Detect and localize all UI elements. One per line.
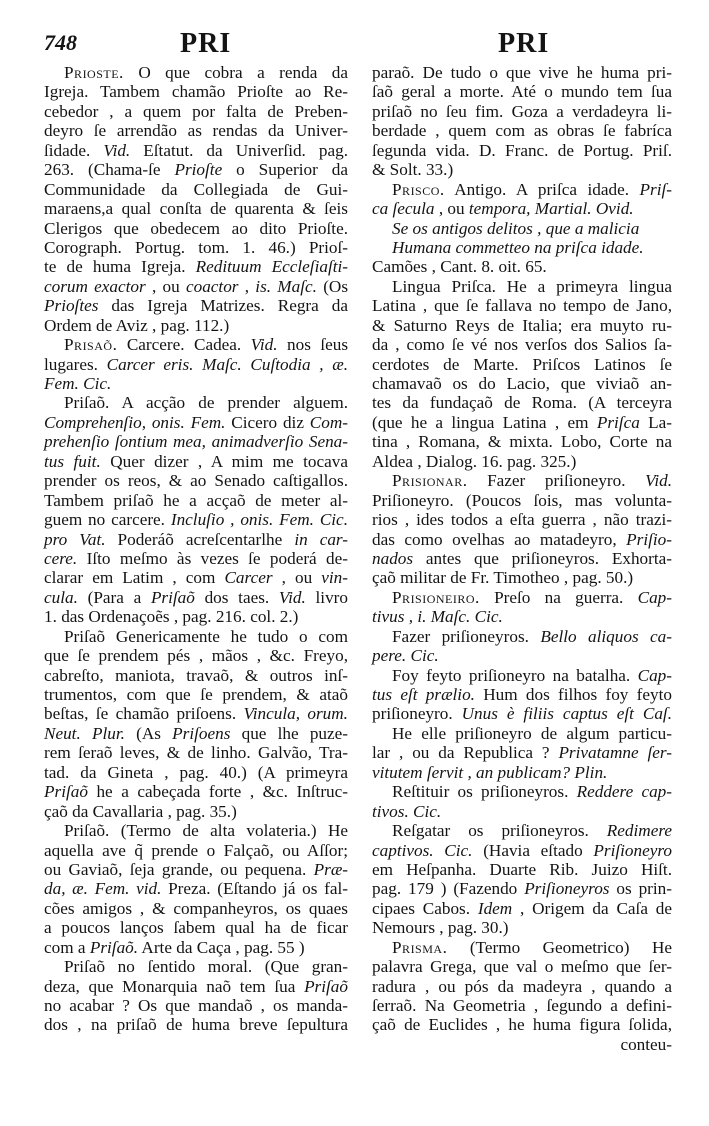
italic-text: Priſ- — [639, 179, 672, 199]
text-run: (As — [124, 723, 173, 743]
text-line — [372, 355, 672, 374]
text-run: Nemours , pag. 30.) — [372, 918, 509, 938]
entry-headword: Prisaõ. — [64, 335, 118, 355]
text-line — [372, 549, 672, 568]
italic-text: nados — [372, 548, 414, 568]
text-run: Priſaõ. A acção de prender alguem. — [64, 393, 348, 413]
text-line — [44, 510, 348, 529]
text-run: Preſo na guerra. — [479, 587, 638, 607]
text-line — [372, 141, 672, 160]
text-run: Priſioneyro. (Poucos ſois, mas volunta- — [372, 490, 672, 510]
italic-text: Unus è filiis captus eſt Caſ. — [461, 704, 673, 724]
text-run: 263. (Chama-ſe — [44, 160, 175, 180]
text-line — [44, 335, 348, 354]
page-number: 748 — [44, 30, 77, 55]
text-run: a poucos lanços ſabem qual ha de ficar — [44, 918, 348, 938]
text-line — [372, 393, 672, 412]
text-line — [44, 238, 348, 257]
italic-text: Priſioneyros — [524, 879, 610, 899]
text-run: tad. da Gineta , pag. 40.) (A primeyra — [44, 762, 348, 782]
text-line — [372, 413, 672, 432]
italic-text: ca ſecula — [372, 199, 435, 219]
italic-text: Neut. Plur. — [44, 723, 125, 743]
text-line — [44, 355, 348, 374]
text-line — [372, 938, 672, 957]
italic-text: Carcer — [224, 568, 273, 588]
text-run: que lhe puze- — [230, 723, 348, 743]
italic-text: Se os antigos delitos , que a malicia — [392, 218, 640, 238]
text-run: Corograph. Portug. tom. 1. 46.) Prioſ- — [44, 237, 348, 257]
text-line — [44, 704, 348, 723]
italic-text: tivos. Cic. — [372, 801, 442, 821]
italic-text: Vid. — [278, 587, 306, 607]
text-run: chamavaõ os do Lacio, que viviaõ an- — [372, 374, 672, 393]
text-run: Priſaõ no ſentido moral. (Que gran- — [64, 957, 348, 977]
text-run: ſerraõ. Na Geometria , ſegundo a defini- — [372, 996, 672, 1015]
text-line — [372, 782, 672, 801]
text-run: tina , Romana, & mixta. Lobo, Corte na — [372, 432, 672, 452]
text-line — [372, 918, 672, 937]
text-run: dos taes. — [194, 587, 279, 607]
running-head-left: PRI — [180, 28, 232, 59]
text-run: maraens,a qual conſta de quarenta & ſeis — [44, 199, 348, 219]
text-run: conteu- — [620, 1034, 672, 1054]
text-run: cebedor , a quem por falta de Preben- — [44, 101, 348, 121]
text-run: Lingua Priſca. He a primeyra lingua — [392, 276, 672, 296]
text-run: livro — [305, 587, 348, 607]
text-line — [372, 646, 672, 665]
text-run: Ordem de Aviz , pag. 112.) — [44, 315, 230, 335]
text-line — [372, 860, 672, 879]
text-run: tes da fundaçaõ de Roma. (A terceyra — [372, 393, 672, 413]
entry-headword: Prisionar. — [392, 471, 468, 491]
text-run: Fazer priſioneyros. — [392, 626, 541, 646]
text-run: da , como ſe vé nos verſos dos Salios ſa- — [372, 335, 672, 355]
text-run: Igreja. Tambem chamão Prioſte ao Re- — [44, 82, 348, 102]
text-run: 1. das Ordenaçoẽs , pag. 216. col. 2.) — [44, 607, 299, 627]
text-run: prender os reos, & ao Senado caſtigallos. — [44, 471, 348, 491]
text-run: Preza. (Eſtando já os fal- — [161, 879, 348, 899]
text-line — [372, 530, 672, 549]
italic-text: Vid. — [645, 471, 672, 491]
text-run: berdade , quem com as obras ſe fabríca — [372, 121, 672, 141]
text-run: Eſtatut. da Univerſid. pag. — [130, 140, 349, 160]
text-run: La- — [639, 412, 672, 432]
text-line — [372, 666, 672, 685]
text-run: çaõ de Euclides , he huma figura ſolida, — [372, 1015, 672, 1035]
text-run: trumentos, com que ſe prendem, & ataõ — [44, 685, 348, 704]
text-line — [44, 860, 348, 879]
italic-text: Redituum Eccleſiaſti- — [195, 257, 348, 277]
text-run: he a cabeçada forte , &c. Inſtruc- — [87, 782, 348, 802]
italic-text: Priſioneyro — [593, 840, 672, 860]
text-run: lar , ou da Republica ? — [372, 743, 559, 763]
text-line — [44, 393, 348, 412]
italic-text: Fem. Cic. — [44, 374, 112, 393]
text-run: çaõ militar de Fr. Timotheo , pag. 50.) — [372, 568, 634, 588]
text-line — [44, 685, 348, 704]
italic-text: vin- — [321, 568, 349, 588]
text-run: & Saturno Reys de Italia; era muyto ru- — [372, 315, 672, 335]
text-line — [44, 724, 348, 743]
text-line — [44, 82, 348, 101]
text-line — [372, 821, 672, 840]
text-line — [372, 180, 672, 199]
text-run: que ſe prendem pés , mãos , &c. Freyo, — [44, 646, 348, 666]
text-line — [44, 821, 348, 840]
italic-text: Priſaõ — [44, 782, 88, 802]
text-run: rios , ides todos a eſta guerra , não trazi- — [372, 510, 672, 530]
text-line — [372, 743, 672, 762]
text-line — [44, 180, 348, 199]
text-run: Priſaõ Genericamente he tudo o com — [64, 626, 348, 646]
text-run: Camões , Cant. 8. oit. 65. — [372, 257, 547, 277]
text-run: Foy feyto priſioneyro na batalha. — [392, 665, 638, 685]
text-line — [372, 277, 672, 296]
italic-text: Priſaõ — [304, 976, 348, 996]
text-run: Cicero diz — [225, 412, 310, 432]
text-run: radura , ou pós da madeyra , quando a — [372, 976, 672, 996]
italic-text: Idem — [477, 898, 513, 918]
italic-text: in car- — [294, 529, 348, 549]
text-line — [44, 802, 348, 821]
text-line — [44, 63, 348, 82]
text-run: çaõ da Cavallaria , pag. 35.) — [44, 801, 237, 821]
italic-text: Vid. — [103, 140, 131, 160]
italic-text: Vincula, orum. — [243, 704, 348, 724]
text-line — [372, 238, 672, 257]
text-run: (Termo Geometrico) He — [447, 937, 672, 957]
italic-text: Cap- — [637, 587, 672, 607]
italic-text: pere. Cic. — [372, 646, 439, 666]
text-run: Latina , que ſe fallava no tempo de Jano, — [372, 296, 672, 316]
text-run: no acabar ? Os que mandaõ , os manda- — [44, 996, 348, 1015]
text-run: priſaõ no ſeu fim. Goza a verdadeyra li- — [372, 101, 672, 121]
text-line — [372, 452, 672, 471]
text-line — [44, 977, 348, 996]
italic-text: Redimere — [606, 821, 672, 841]
text-run: das Igreja Matrizes. Regra da — [98, 296, 348, 316]
text-run: , Origem da Caſa de — [512, 898, 672, 918]
text-run: cões amigos , & companheyros, os quaes — [44, 898, 348, 918]
text-line — [372, 1015, 672, 1034]
text-line — [372, 1035, 672, 1054]
italic-text: Prioſtes — [44, 296, 99, 316]
italic-text: Incluſio , onis. Fem. Cic. — [170, 510, 348, 530]
text-line — [44, 432, 348, 451]
text-line — [372, 588, 672, 607]
text-run: Clerigos que obedecem ao dito Prioſte. — [44, 218, 348, 238]
text-run: He elle priſioneyro de algum particu- — [392, 723, 672, 743]
text-run: (Havia eſtado — [472, 840, 594, 860]
text-line — [44, 646, 348, 665]
text-run: Poderáõ acreſcentarlhe — [105, 529, 295, 549]
text-line — [372, 491, 672, 510]
italic-text: pro Vat. — [44, 529, 106, 549]
italic-text: Priſio- — [626, 529, 672, 549]
text-line — [372, 121, 672, 140]
text-line — [372, 432, 672, 451]
text-run: ou Gaviaõ, ſeja grande, ou pequena. — [44, 859, 314, 879]
text-run: em Heſpanha. Duarte Rib. Juizo Hiſt. — [372, 859, 672, 879]
text-run: Arte da Caça , pag. 55 ) — [138, 937, 305, 957]
italic-text: Vid. — [250, 335, 278, 355]
text-run: Hum dos filhos foy feyto — [474, 685, 672, 704]
text-line — [44, 141, 348, 160]
text-line — [44, 666, 348, 685]
text-line — [44, 763, 348, 782]
text-run: ſegunda vida. D. Franc. de Portug. Priſ. — [372, 140, 672, 160]
text-run: (Os — [316, 276, 349, 296]
italic-text: da, æ. Fem. vid. — [44, 879, 162, 899]
text-run: Iſto meſmo às vezes ſe poderá de- — [77, 548, 348, 568]
text-line — [372, 704, 672, 723]
running-head-right: PRI — [498, 28, 550, 59]
text-run: rem ſeraõ leves, & de linho. Galvão, Tra- — [44, 743, 348, 763]
text-line — [372, 802, 672, 821]
text-run: cipaes Cabos. — [372, 898, 478, 918]
text-run: deyro ſe arrendão as rendas da Univer- — [44, 121, 348, 141]
text-column-right — [372, 63, 672, 1054]
text-run: dos , na priſaõ de huma breve ſepultura — [44, 1015, 348, 1035]
text-line — [372, 879, 672, 898]
text-line — [372, 219, 672, 238]
text-run: , — [238, 276, 256, 296]
text-run: Quer dizer , A mim me tocava — [100, 451, 348, 471]
text-line — [372, 199, 672, 218]
italic-text: Comprehenſio, onis. Fem. — [44, 412, 226, 432]
italic-text: cula. — [44, 587, 78, 607]
text-run: aquella ave q̃ prende o Falçaõ, ou Aſſor; — [44, 840, 348, 860]
text-line — [372, 627, 672, 646]
text-line — [44, 1015, 348, 1034]
text-line — [44, 296, 348, 315]
italic-text: tivus , i. Maſc. Cic. — [372, 607, 503, 627]
text-line — [44, 549, 348, 568]
text-run: Fazer priſioneyro. — [467, 471, 646, 491]
text-line — [372, 510, 672, 529]
text-line — [44, 588, 348, 607]
text-line — [44, 219, 348, 238]
text-line — [44, 938, 348, 957]
text-run: te de huma Igreja. — [44, 257, 196, 277]
text-line — [44, 918, 348, 937]
text-run: Aldea , Dialog. 16. pag. 325.) — [372, 451, 577, 471]
text-line — [44, 471, 348, 490]
italic-text: Humana commetteo na priſca idade. — [392, 237, 644, 257]
text-line — [44, 841, 348, 860]
text-line — [372, 257, 672, 276]
text-run: beſtas, ſe chamão priſoens. — [44, 704, 244, 724]
text-line — [44, 316, 348, 335]
text-line — [44, 996, 348, 1015]
text-run: (Para a — [77, 587, 151, 607]
italic-text: prehenſio ſontium mea, animadverſio Sena- — [44, 432, 348, 452]
text-run: Communidade da Collegiada de Gui- — [44, 179, 348, 199]
italic-text: Reddere cap- — [576, 782, 672, 802]
text-line — [372, 82, 672, 101]
text-line — [372, 957, 672, 976]
italic-text: Priſaõ — [150, 587, 195, 607]
text-line — [44, 277, 348, 296]
text-line — [372, 607, 672, 626]
text-run: O que cobra a renda da — [123, 63, 348, 82]
text-run: Reſgatar os priſioneyros. — [392, 821, 607, 841]
italic-text: Præ- — [313, 859, 348, 879]
entry-headword: Prisioneiro. — [392, 587, 480, 607]
text-line — [372, 977, 672, 996]
text-line — [44, 452, 348, 471]
text-run: guem no carcere. — [44, 510, 171, 530]
entry-headword: Prisma. — [392, 937, 448, 957]
text-line — [372, 841, 672, 860]
text-line — [44, 102, 348, 121]
text-run: priſioneyro. — [372, 704, 462, 724]
italic-text: Cap- — [637, 665, 672, 685]
text-run: Antigo. A priſca idade. — [444, 179, 640, 199]
text-line — [44, 568, 348, 587]
text-run: & Solt. 33.) — [372, 160, 454, 180]
text-run: paraõ. De tudo o que vive he huma pri- — [372, 63, 672, 82]
text-line — [44, 491, 348, 510]
text-run: palavra Grega, que val o meſmo que ſer- — [372, 957, 672, 977]
text-line — [372, 102, 672, 121]
text-line — [372, 685, 672, 704]
italic-text: captivos. Cic. — [372, 840, 473, 860]
text-line — [372, 724, 672, 743]
italic-text: vitutem ſervit , an publicam? Plin. — [372, 762, 608, 782]
text-run: cerdotes de Marte. Priſcos Latinos ſe — [372, 354, 672, 374]
text-run: ſidade. — [44, 140, 104, 160]
text-run: com a — [44, 937, 90, 957]
text-line — [44, 530, 348, 549]
text-line — [372, 335, 672, 354]
text-line — [372, 63, 672, 82]
italic-text: Privatamne ſer- — [558, 743, 672, 763]
text-run: ſaõ geral a morte. Até o mundo tem ſua — [372, 82, 672, 102]
text-line — [372, 316, 672, 335]
italic-text: tus eſt prælio. — [372, 685, 475, 704]
text-run: (que he a lingua Latina , em — [372, 412, 597, 432]
text-line — [44, 627, 348, 646]
italic-text: is. Maſc. — [255, 276, 317, 296]
text-line — [44, 782, 348, 801]
text-line — [372, 160, 672, 179]
italic-text: Priſaõ. — [89, 937, 139, 957]
italic-text: cere. — [44, 548, 78, 568]
italic-text: Priſca — [596, 412, 640, 432]
text-run: clarar em Latim , com — [44, 568, 225, 588]
italic-text: Carcer eris. Maſc. Cuſtodia , æ. — [106, 354, 349, 374]
entry-headword: Prisco. — [392, 179, 445, 199]
text-run: cabreſto, maniota, travaõ, & outros inſ- — [44, 665, 348, 685]
text-line — [44, 160, 348, 179]
text-line — [44, 607, 348, 626]
text-line — [372, 899, 672, 918]
text-run: antes que priſioneyros. Exhorta- — [413, 548, 672, 568]
text-line — [44, 899, 348, 918]
text-line — [44, 374, 348, 393]
text-run: Priſaõ. (Termo de alta volateria.) He — [64, 821, 348, 841]
text-run: Tambem priſaõ he a acçaõ de meter al- — [44, 490, 348, 510]
text-run: das como ovelhas ao matadeyro, — [372, 529, 627, 549]
italic-text: coactor — [185, 276, 239, 296]
text-line — [44, 743, 348, 762]
text-run: o Superior da — [222, 160, 348, 180]
text-run: os prin- — [609, 879, 672, 899]
text-line — [44, 879, 348, 898]
text-run: nos ſeus — [277, 335, 349, 355]
text-run: lugares. — [44, 354, 107, 374]
text-run: pag. 179 ) (Fazendo — [372, 879, 525, 899]
italic-text: tempora, Martial. Ovid. — [468, 199, 634, 219]
italic-text: tus fuit. — [44, 451, 101, 471]
italic-text: Bello aliquos ca- — [540, 626, 672, 646]
text-line — [44, 413, 348, 432]
italic-text: Priſoens — [172, 723, 231, 743]
text-line — [372, 996, 672, 1015]
text-run: , ou — [434, 199, 469, 219]
text-line — [372, 374, 672, 393]
text-line — [44, 957, 348, 976]
text-line — [372, 568, 672, 587]
text-line — [372, 471, 672, 490]
text-line — [44, 199, 348, 218]
italic-text: Com- — [309, 412, 348, 432]
italic-text: corum exactor — [44, 276, 146, 296]
text-run: Carcere. Cadea. — [117, 335, 251, 355]
text-line — [372, 296, 672, 315]
entry-headword: Prioste. — [64, 63, 124, 82]
text-line — [44, 121, 348, 140]
text-line — [44, 257, 348, 276]
italic-text: Prioſte — [174, 160, 223, 180]
text-run: , ou — [145, 276, 186, 296]
text-run: , ou — [272, 568, 322, 588]
text-run: Reſtituir os priſioneyros. — [392, 782, 577, 802]
text-line — [372, 763, 672, 782]
text-column-left — [44, 63, 348, 1035]
text-run: deza, que Monarquia naõ tem ſua — [44, 976, 305, 996]
